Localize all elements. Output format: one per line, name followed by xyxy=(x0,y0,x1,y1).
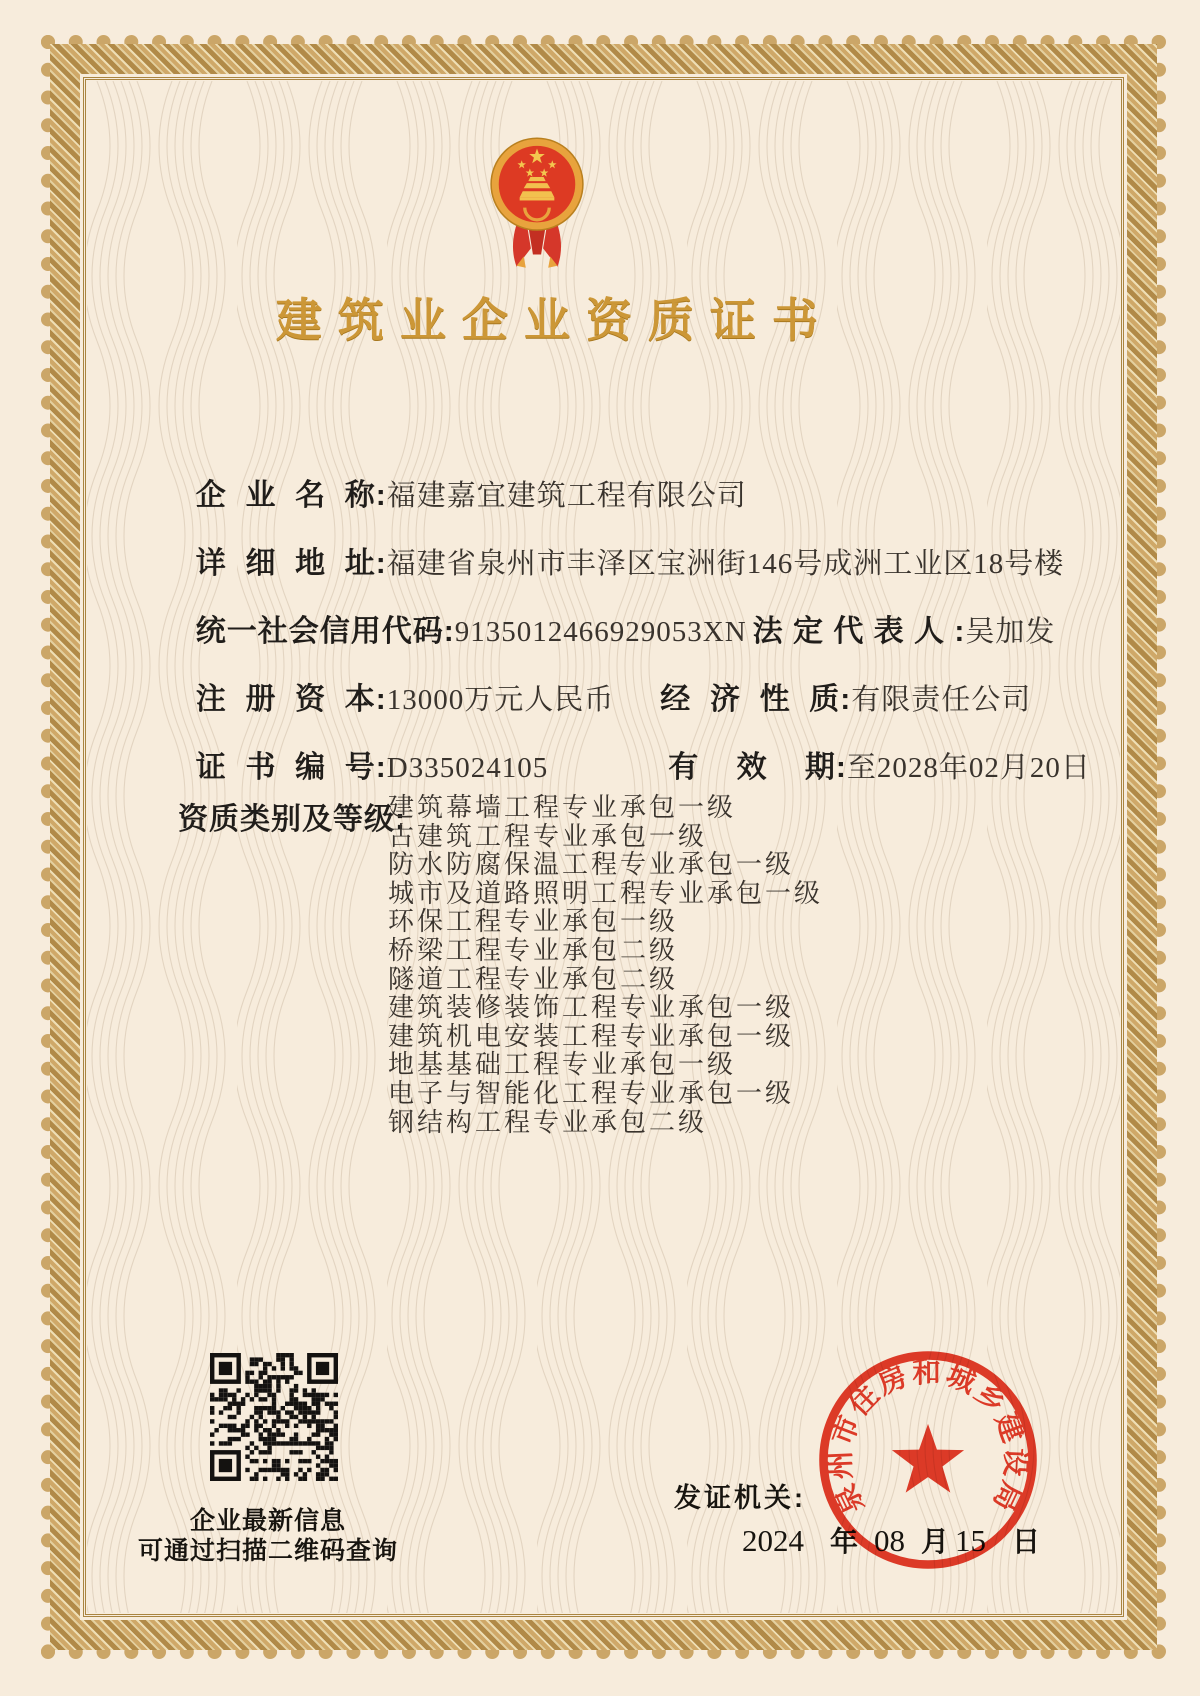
economic-nature-label: 经 济 性 质: xyxy=(660,683,852,716)
day-unit: 日 xyxy=(1012,1526,1041,1557)
qualification-item: 建筑装修装饰工程专业承包一级 xyxy=(388,993,795,1023)
issue-year: 2024 xyxy=(742,1523,804,1558)
economic-nature-value: 有限责任公司 xyxy=(851,684,1032,716)
month-unit: 月 xyxy=(921,1526,950,1557)
cert-no-row xyxy=(178,724,1091,804)
qr-caption xyxy=(118,1506,418,1566)
legal-rep-label: 法 定 代 表 人 : xyxy=(752,615,966,648)
year-unit: 年 xyxy=(830,1526,859,1557)
qualification-item: 环保工程专业承包一级 xyxy=(388,907,679,937)
address-label: 详 细 地 址: xyxy=(195,547,387,580)
qualification-item: 建筑机电安装工程专业承包一级 xyxy=(388,1021,795,1051)
qualification-item: 防水防腐保温工程专业承包一级 xyxy=(388,850,795,880)
cert-no-label: 证 书 编 号: xyxy=(195,751,387,784)
qualification-item: 地基基础工程专业承包一级 xyxy=(388,1050,737,1080)
qr-caption-line2: 可通过扫描二维码查询 xyxy=(137,1537,398,1565)
company-name-value: 福建嘉宜建筑工程有限公司 xyxy=(386,480,747,512)
seal-text: 泉州市住房和城乡建设局 xyxy=(824,1357,1032,1519)
seal-star-icon xyxy=(892,1424,964,1493)
cert-no-value: D335024105 xyxy=(386,752,549,784)
qualification-item: 隧道工程专业承包二级 xyxy=(388,964,679,994)
capital-value: 13000万元人民币 xyxy=(386,684,615,716)
address-value: 福建省泉州市丰泽区宝洲街146号成洲工业区18号楼 xyxy=(386,548,1065,580)
qualification-item: 桥梁工程专业承包二级 xyxy=(388,935,679,965)
qualification-list xyxy=(388,794,823,1137)
qualification-item: 电子与智能化工程专业承包一级 xyxy=(388,1078,795,1108)
certificate-title: 建筑业企业资质证书 xyxy=(276,294,834,346)
qualifications-label: 资质类别及等级: xyxy=(178,803,406,836)
qr-caption-line1: 企业最新信息 xyxy=(189,1507,346,1535)
issue-day: 15 xyxy=(955,1523,987,1558)
qr-code xyxy=(210,1353,338,1481)
validity-value: 至2028年02月20日 xyxy=(846,752,1091,784)
qualification-item: 钢结构工程专业承包二级 xyxy=(388,1107,708,1137)
company-name-label: 企 业 名 称: xyxy=(195,479,387,512)
issuer-label: 发证机关: xyxy=(674,1483,806,1513)
official-seal xyxy=(814,1346,1042,1574)
capital-label: 注 册 资 本: xyxy=(195,683,387,716)
qualification-item: 古建筑工程专业承包一级 xyxy=(388,821,708,851)
credit-code-value: 9135012466929053XN xyxy=(454,616,747,648)
national-emblem-icon xyxy=(486,126,588,279)
qualification-item: 建筑幕墙工程专业承包一级 xyxy=(388,793,737,822)
qualification-item: 城市及道路照明工程专业承包一级 xyxy=(388,878,824,908)
validity-label: 有 效 期: xyxy=(668,751,847,784)
issue-month: 08 xyxy=(874,1523,906,1558)
credit-code-label: 统一社会信用代码: xyxy=(195,615,455,648)
legal-rep-value: 吴加发 xyxy=(965,616,1056,648)
